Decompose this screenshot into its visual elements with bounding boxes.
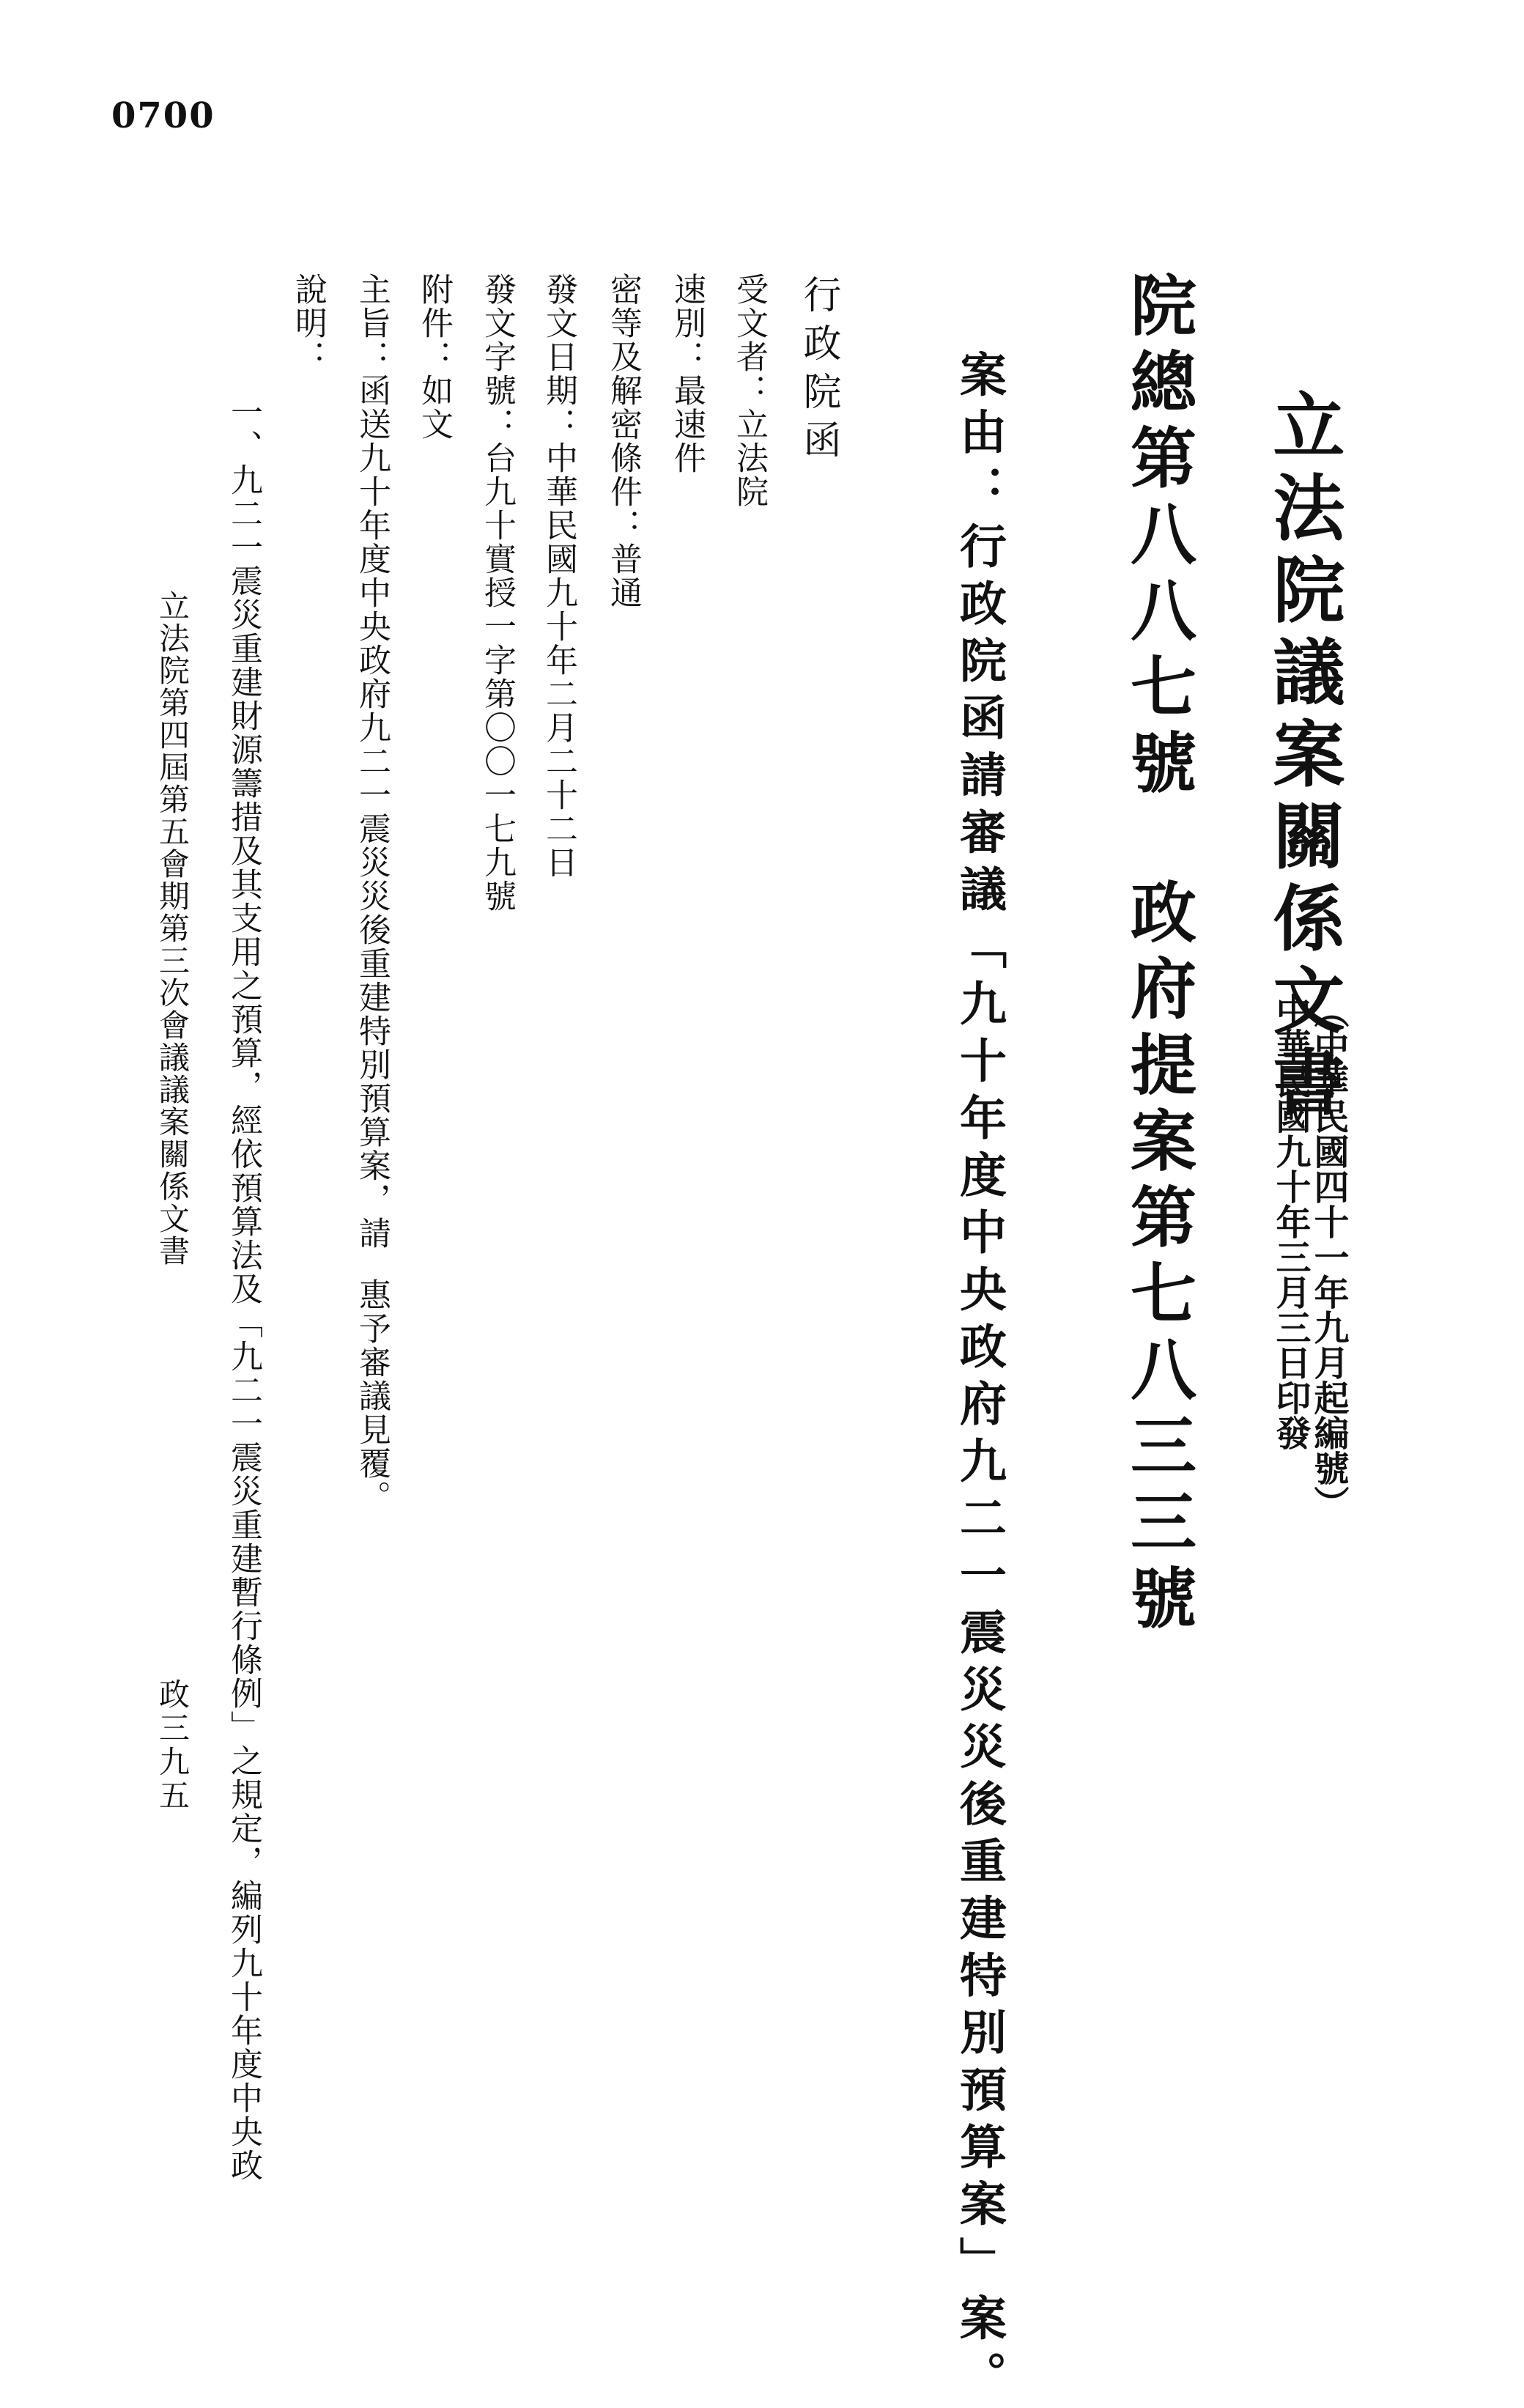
sender-heading: 行政院函 xyxy=(796,275,840,468)
recipient-field: 受文者：立法院 xyxy=(730,273,768,509)
subject-line: 案由：行政院函請審議「九十年度中央政府九二一震災災後重建特別預算案」案。 xyxy=(952,350,1007,2408)
issue-date-field: 發文日期：中華民國九十年二月二十二日 xyxy=(540,273,577,879)
edition-note-line2: 中華民國九十年三月三日印發 xyxy=(1270,993,1311,1450)
page-number: 0700 xyxy=(111,95,215,136)
committee-number: 院總第八八七號 xyxy=(1119,271,1196,805)
purpose-field xyxy=(348,273,395,1514)
secrecy-field: 密等及解密條件：普通 xyxy=(604,273,642,610)
edition-note xyxy=(1271,993,1347,1521)
doc-number xyxy=(1110,271,1205,1640)
notes-item-1: 一、九二一震災重建財源籌措及其支用之預算，經依預算法及「九二一震災重建暫行條例」之規定，編列九十年度中央政 xyxy=(225,396,262,2182)
speed-field: 速別：最速件 xyxy=(668,273,706,475)
document-title: 立法院議案關係文書 xyxy=(1261,388,1345,1127)
footer-page-code: 政三九五 xyxy=(155,1678,190,1813)
notes-heading: 說明： xyxy=(289,273,327,374)
purpose-closing: 惠予審議見覆。 xyxy=(353,1278,391,1514)
purpose-text: 主旨：函送九十年度中央政府九二一震災災後重建特別預算案，請 xyxy=(353,273,391,1250)
reference-number-field: 發文字號：台九十實授一字第〇〇一七九號 xyxy=(478,273,516,913)
edition-note-line1: （中華民國四十一年九月起編號） xyxy=(1308,993,1349,1521)
proposal-number: 政府提案第七八三三號 xyxy=(1119,878,1196,1640)
attachment-field: 附件：如文 xyxy=(415,273,453,441)
footer-session-info: 立法院第四屆第五會期第三次會議議案關係文書 xyxy=(155,590,190,1267)
